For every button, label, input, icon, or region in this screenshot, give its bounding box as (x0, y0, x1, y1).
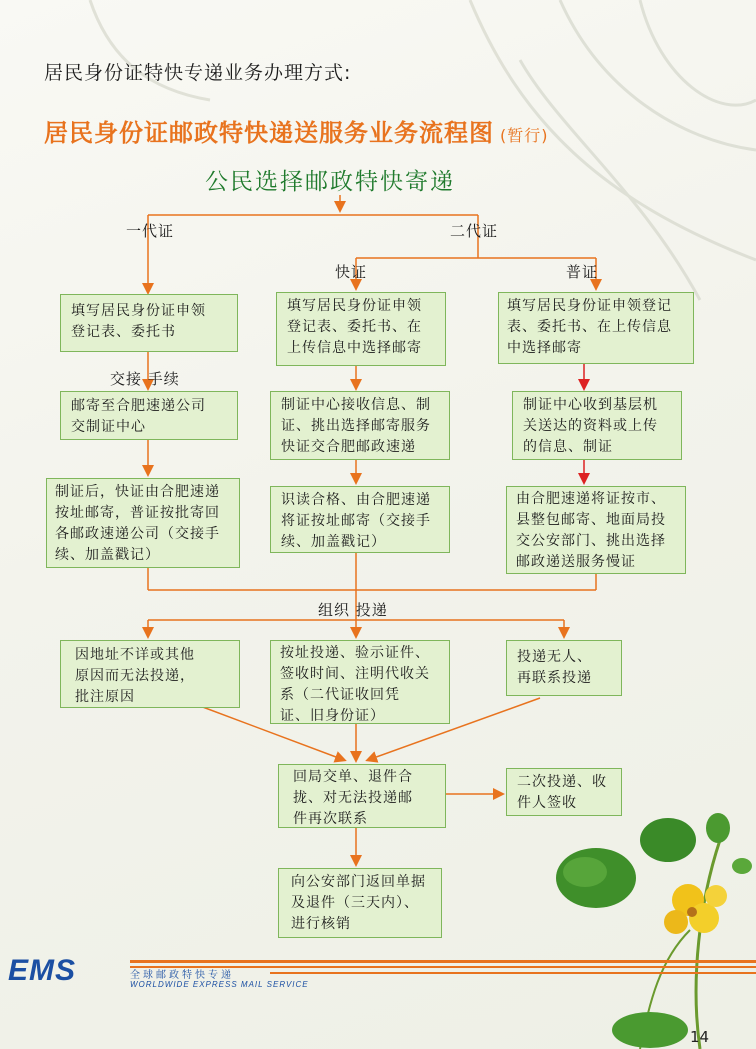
diagram-title-note: (暂行) (500, 126, 549, 145)
box-a2 (60, 391, 238, 440)
label-express: 快证 (335, 263, 368, 281)
label-normal: 普证 (566, 263, 599, 281)
box-c3 (506, 486, 686, 574)
diagram-title-main: 居民身份证邮政特快递送服务业务流程图 (44, 119, 494, 147)
box-d1-line: 因地址不详或其他 (75, 647, 195, 663)
box-b2 (270, 391, 450, 460)
ems-chinese-tagline: 全球邮政特快专递 (130, 970, 234, 981)
box-b3-line: 续、加盖戳记） (281, 534, 386, 550)
box-d3-line: 投递无人、 (517, 649, 592, 665)
box-a1-line: 填写居民身份证申领 (71, 303, 206, 319)
box-e2-line: 件人签收 (517, 795, 577, 811)
box-d3-line: 再联系投递 (517, 670, 592, 686)
label-first-gen: 一代证 (126, 222, 175, 240)
box-c3-line: 县整包邮寄、地面局投 (516, 512, 666, 528)
box-a3-line: 制证后，快证由合肥速递 (55, 484, 220, 500)
box-f1-line: 进行核销 (291, 916, 351, 932)
box-c1-line: 表、委托书、在上传信息 (507, 319, 672, 335)
box-b2-line: 制证中心接收信息、制 (281, 397, 431, 413)
box-d2-line: 按址投递、验示证件、 (280, 645, 430, 661)
ems-english-tagline: WORLDWIDE EXPRESS MAIL SERVICE (130, 980, 309, 989)
box-a1 (60, 294, 238, 352)
box-d1-line: 批注原因 (75, 689, 135, 705)
box-d1 (60, 640, 240, 708)
ems-logo: EMS (8, 954, 77, 987)
box-c1-line: 填写居民身份证申领登记 (507, 298, 672, 314)
flow-start-heading: 公民选择邮政特快寄递 (205, 169, 455, 195)
box-e1-line: 拢、对无法投递邮 (293, 790, 413, 806)
intro-text: 居民身份证特快专递业务办理方式: (44, 62, 352, 84)
box-c2 (512, 391, 682, 460)
box-d2 (270, 640, 450, 724)
box-c3-line: 交公安部门、挑出选择 (516, 533, 666, 549)
box-e2-line: 二次投递、收 (517, 774, 607, 790)
box-c1 (498, 292, 694, 364)
box-a3-line: 续、加盖戳记） (55, 547, 160, 563)
box-f1-line: 向公安部门返回单据 (291, 874, 426, 890)
box-d2-line: 系（二代证收回凭 (280, 687, 400, 703)
box-a3 (46, 478, 240, 568)
box-d2-line: 证、旧身份证） (280, 708, 385, 724)
box-c2-line: 关送达的资料或上传 (523, 418, 658, 434)
box-b3-line: 将证按址邮寄（交接手 (281, 513, 431, 529)
box-e1 (278, 764, 446, 828)
box-d1-line: 原因而无法投递， (75, 668, 195, 684)
box-b2-line: 快证交合肥邮政速递 (281, 439, 416, 455)
label-organize-delivery: 组织 投递 (318, 601, 388, 619)
box-b1-line: 登记表、委托书、在 (287, 319, 422, 335)
box-c2-line: 制证中心收到基层机 (523, 397, 658, 413)
box-a3-line: 各邮政速递公司（交接手 (55, 526, 220, 542)
label-handover: 交接 手续 (110, 370, 180, 388)
box-c3-line: 邮政递送服务慢证 (516, 554, 636, 570)
footer-stripe (130, 960, 756, 963)
label-second-gen: 二代证 (450, 222, 499, 240)
box-f1-line: 及退件（三天内）、 (291, 895, 419, 911)
box-b1 (276, 292, 446, 366)
box-a2-line: 邮寄至合肥速递公司 (71, 398, 206, 414)
box-b2-line: 证、挑出选择邮寄服务 (281, 418, 431, 434)
box-a2-line: 交制证中心 (71, 419, 146, 435)
footer-stripe (270, 972, 756, 974)
box-a1-line: 登记表、委托书 (71, 324, 176, 340)
box-d3 (506, 640, 622, 696)
box-b1-line: 填写居民身份证申领 (287, 298, 422, 314)
box-c3-line: 由合肥速递将证按市、 (516, 491, 666, 507)
box-b3-line: 识读合格、由合肥速递 (281, 492, 431, 508)
box-b3 (270, 486, 450, 553)
box-c2-line: 的信息、制证 (523, 439, 613, 455)
page-number: 14 (690, 1028, 710, 1046)
box-e2 (506, 768, 622, 816)
box-e1-line: 回局交单、退件合 (293, 769, 413, 785)
box-b1-line: 上传信息中选择邮寄 (287, 340, 422, 356)
box-c1-line: 中选择邮寄 (507, 340, 582, 356)
box-e1-line: 件再次联系 (293, 811, 368, 827)
box-f1 (278, 868, 442, 938)
box-a3-line: 按址邮寄，普证按批寄回 (55, 505, 220, 521)
box-d2-line: 签收时间、注明代收关 (280, 666, 430, 682)
